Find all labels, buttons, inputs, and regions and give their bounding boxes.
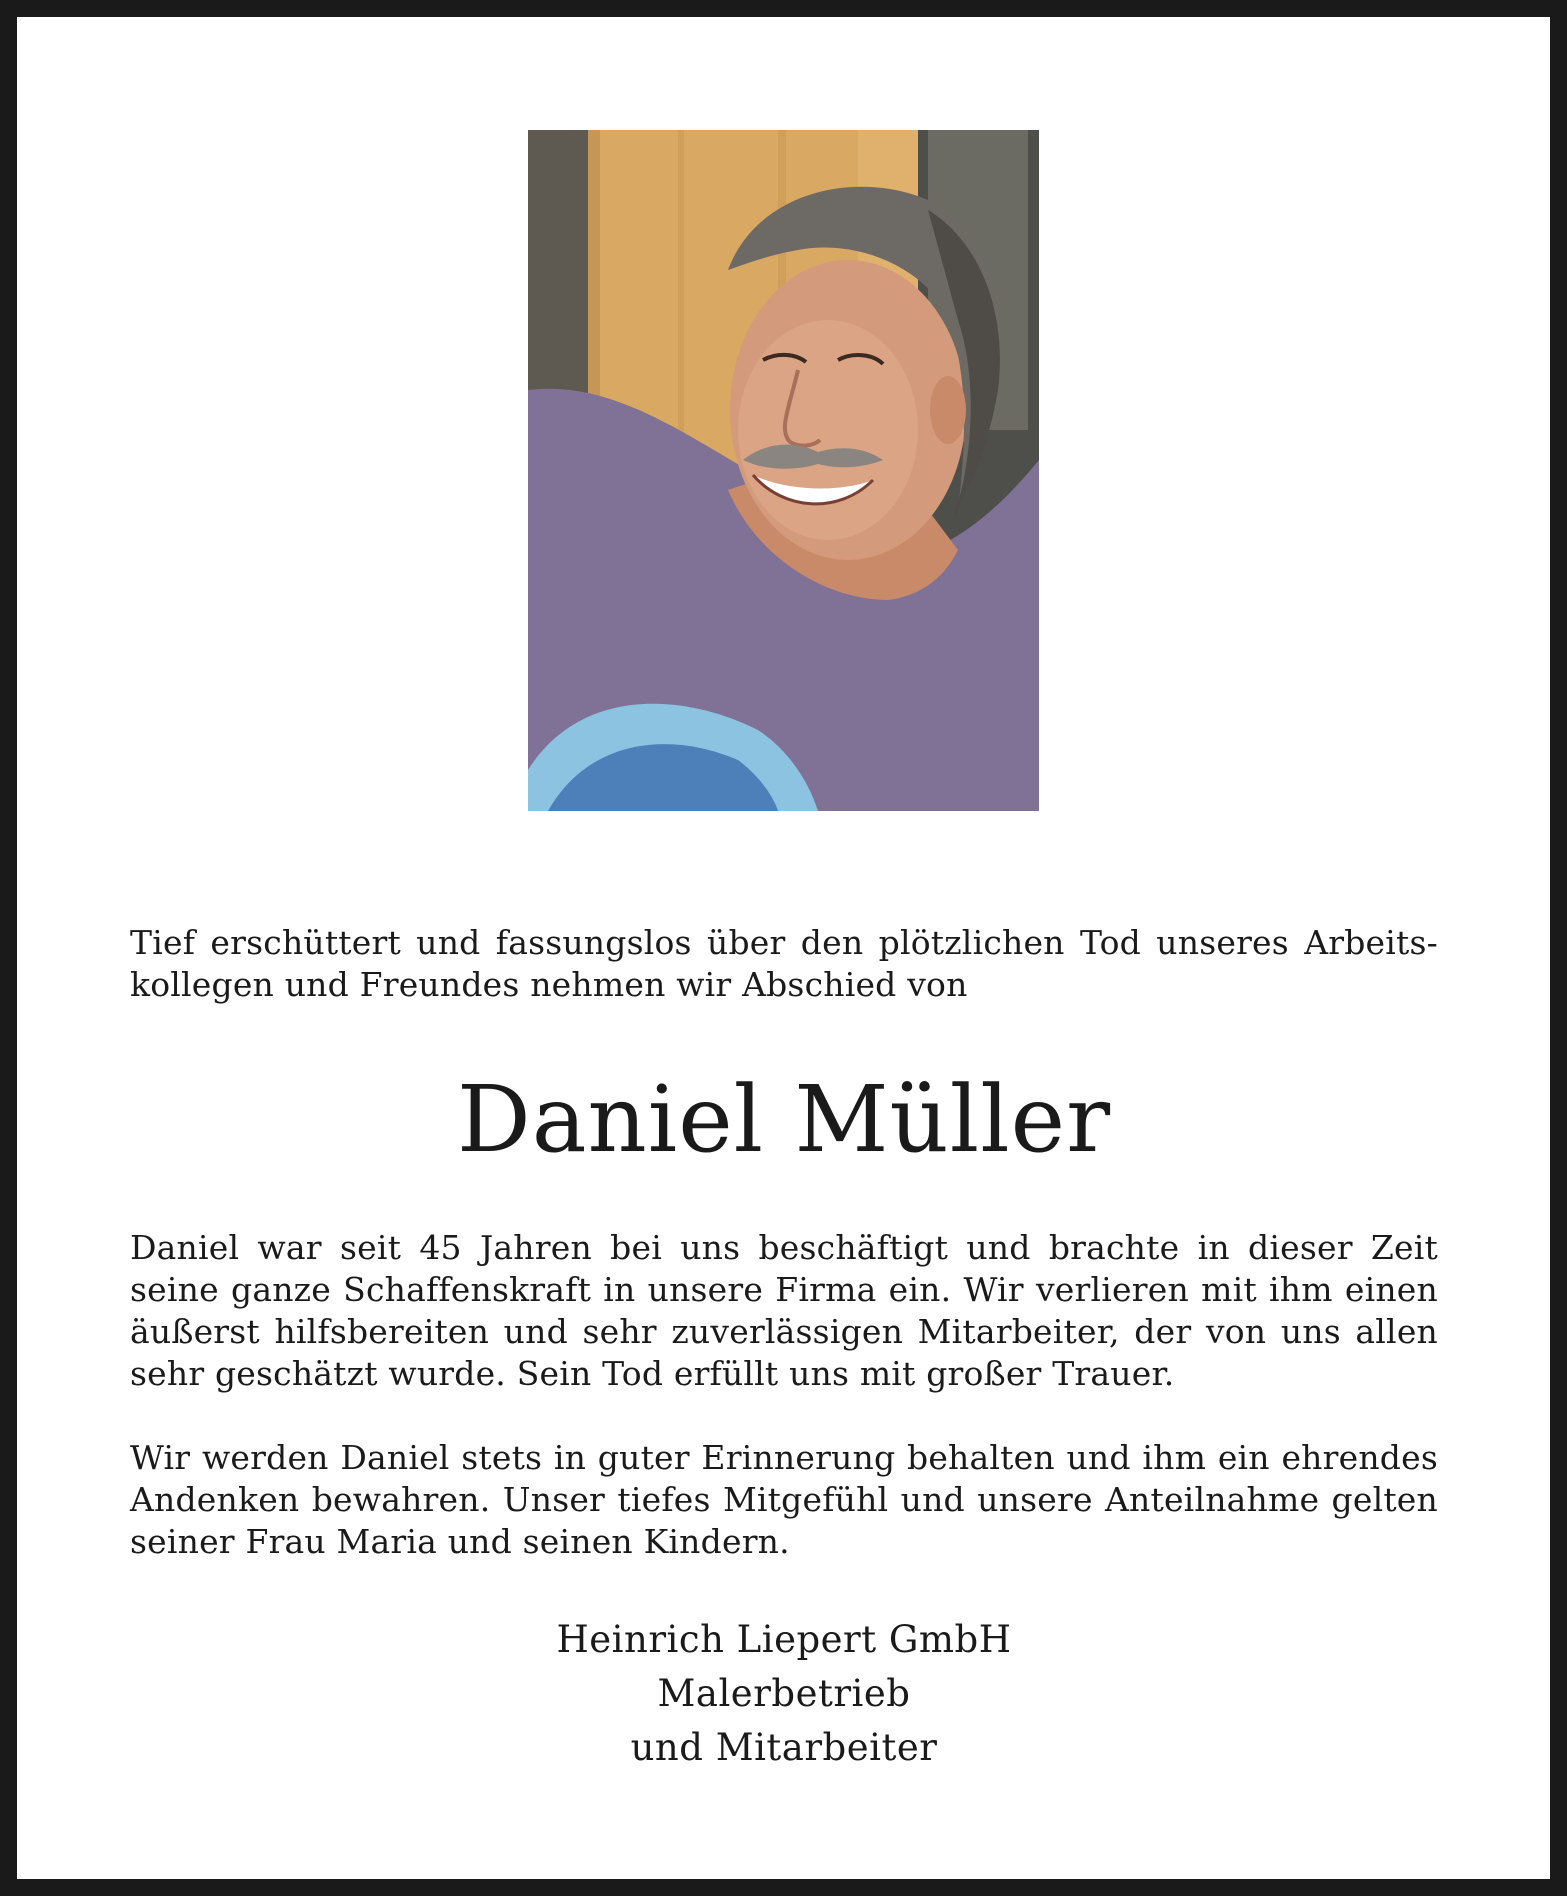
paragraph-line: sehr geschätzt wurde. Sein Tod erfüllt uns mit großer Trauer.: [130, 1354, 1175, 1393]
signature-trade: Malerbetrieb: [657, 1672, 911, 1715]
portrait-illustration: [528, 130, 1039, 811]
paragraph-line: Wir werden Daniel stets in guter Erinnerung behalten und ihm ein ehrendes: [130, 1438, 1438, 1477]
paragraph-line: seine ganze Schaffenskraft in unsere Firma ein. Wir verlieren mit ihm einen: [130, 1270, 1438, 1309]
intro-text: [130, 922, 1438, 1006]
paragraph-line: seiner Frau Maria und seinen Kindern.: [130, 1522, 790, 1561]
condolence-paragraph: [130, 1437, 1438, 1563]
paragraph-line: äußerst hilfsbereiten und sehr zuverlässigen Mitarbeiter, der von uns allen: [130, 1312, 1438, 1351]
signature-staff: und Mitarbeiter: [630, 1726, 938, 1769]
deceased-name: Daniel Müller: [456, 1066, 1112, 1173]
signature-company: Heinrich Liepert GmbH: [556, 1618, 1012, 1661]
tribute-paragraph: [130, 1227, 1438, 1395]
paragraph-line: Andenken bewahren. Unser tiefes Mitgefühl und unsere Anteilnahme gelten: [130, 1480, 1438, 1519]
signature-block: [130, 1613, 1438, 1775]
portrait-photo: [528, 130, 1039, 811]
paragraph-line: Daniel war seit 45 Jahren bei uns beschäftigt und brachte in dieser Zeit: [130, 1228, 1438, 1267]
intro-line: Tief erschüttert und fassungslos über den plötzlichen Tod unseres Arbeits-: [130, 923, 1438, 962]
intro-line: kollegen und Freundes nehmen wir Abschied von: [130, 965, 968, 1004]
